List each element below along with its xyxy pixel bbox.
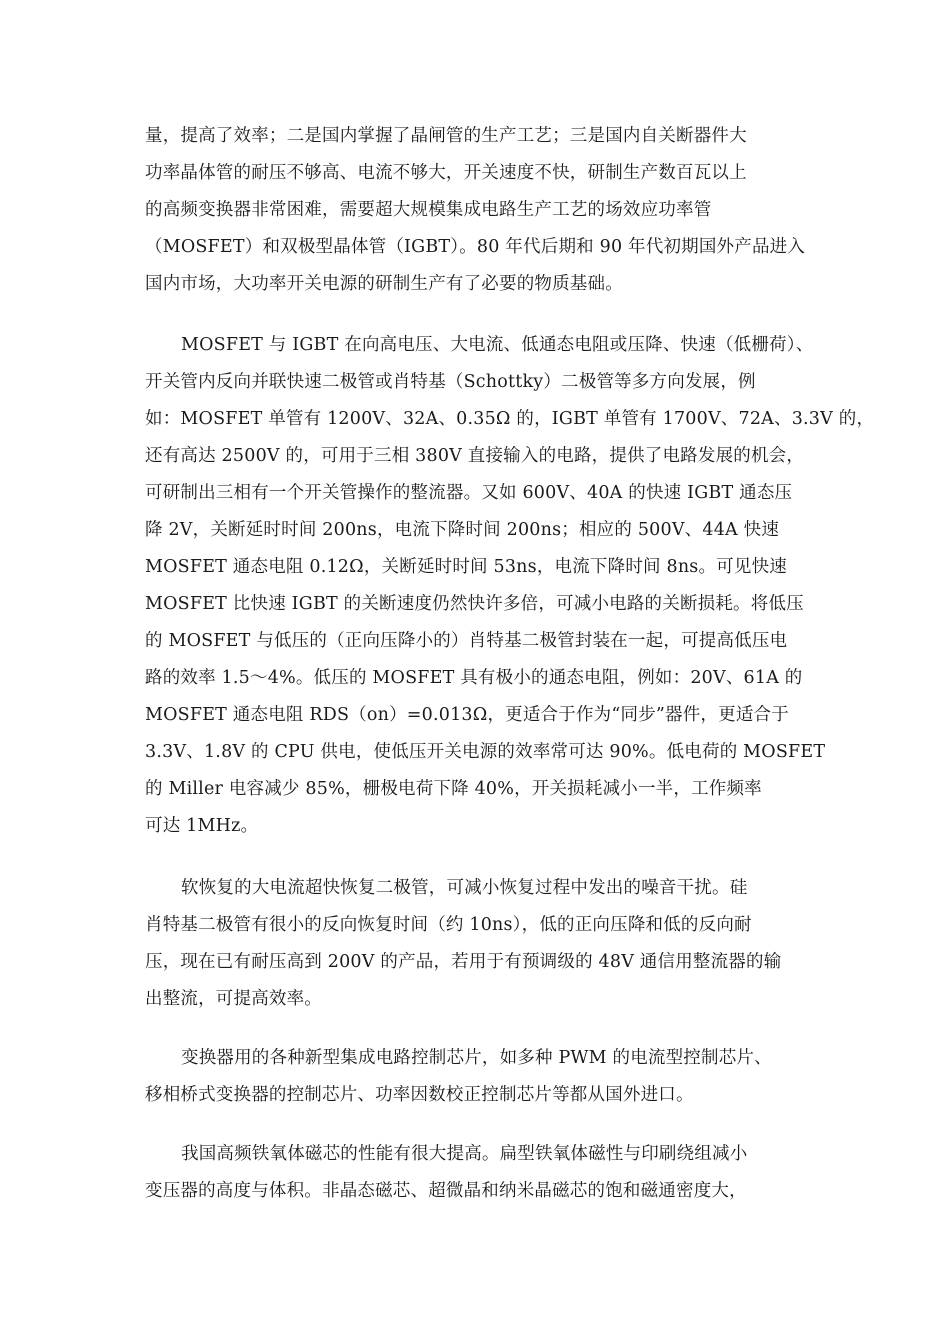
paragraph-2 <box>145 327 875 845</box>
text-line: 量，提高了效率；二是国内掌握了晶闸管的生产工艺；三是国内自关断器件大 <box>145 126 747 146</box>
text-line: 3.3V、1.8V 的 CPU 供电，使低压开关电源的效率常可达 90%。低电荷的 MOSFET <box>145 742 826 762</box>
text-line: 开关管内反向并联快速二极管或肖特基（Schottky）二极管等多方向发展，例 <box>145 372 756 392</box>
text-line: 如：MOSFET 单管有 1200V、32A、0.35Ω 的，IGBT 单管有 1700V、72A、3.3V 的， <box>145 409 875 429</box>
paragraph-3 <box>145 870 815 1018</box>
text-line: 软恢复的大电流超快恢复二极管，可减小恢复过程中发出的噪音干扰。硅 <box>181 878 748 898</box>
text-line: 我国高频铁氧体磁芯的性能有很大提高。扁型铁氧体磁性与印刷绕组减小 <box>181 1144 748 1164</box>
text-line: MOSFET 与 IGBT 在向高电压、大电流、低通态电阻或压降、快速（低栅荷）、 <box>181 335 814 355</box>
text-line: 的 MOSFET 与低压的（正向压降小的）肖特基二极管封装在一起，可提高低压电 <box>145 631 788 651</box>
text-line: 的 Miller 电容减少 85%，栅极电荷下降 40%，开关损耗减小一半，工作频率 <box>145 779 762 799</box>
text-line: MOSFET 通态电阻 0.12Ω，关断延时时间 53ns，电流下降时间 8ns。可见快速 <box>145 557 787 577</box>
text-line: 可研制出三相有一个开关管操作的整流器。又如 600V、40A 的快速 IGBT 通态压 <box>145 483 793 503</box>
text-line: 压，现在已有耐压高到 200V 的产品，若用于有预调级的 48V 通信用整流器的输 <box>145 952 782 972</box>
paragraph-4 <box>145 1040 815 1114</box>
text-line: 的高频变换器非常困难，需要超大规模集成电路生产工艺的场效应功率管 <box>145 200 712 220</box>
paragraph-5 <box>145 1136 815 1210</box>
text-line: 移相桥式变换器的控制芯片、功率因数校正控制芯片等都从国外进口。 <box>145 1085 694 1105</box>
text-line: 可达 1MHz。 <box>145 816 259 836</box>
text-line: 肖特基二极管有很小的反向恢复时间（约 10ns），低的正向压降和低的反向耐 <box>145 915 752 935</box>
text-line: 路的效率 1.5～4%。低压的 MOSFET 具有极小的通态电阻，例如：20V、61A 的 <box>145 668 803 688</box>
text-line: 功率晶体管的耐压不够高、电流不够大，开关速度不快，研制生产数百瓦以上 <box>145 163 747 183</box>
text-line: 变换器用的各种新型集成电路控制芯片，如多种 PWM 的电流型控制芯片、 <box>181 1048 772 1068</box>
text-line: 变压器的高度与体积。非晶态磁芯、超微晶和纳米晶磁芯的饱和磁通密度大， <box>145 1181 747 1201</box>
text-line: 降 2V，关断延时时间 200ns，电流下降时间 200ns；相应的 500V、44A 快速 <box>145 520 780 540</box>
paragraph-1 <box>145 118 815 303</box>
text-line: 国内市场，大功率开关电源的研制生产有了必要的物质基础。 <box>145 274 623 294</box>
text-line: MOSFET 通态电阻 RDS（on）=0.013Ω，更适合于作为“同步”器件，更适合于 <box>145 705 789 725</box>
text-line: （MOSFET）和双极型晶体管（IGBT）。80 年代后期和 90 年代初期国外产品进入 <box>145 237 806 257</box>
text-line: 还有高达 2500V 的，可用于三相 380V 直接输入的电路，提供了电路发展的机会， <box>145 446 805 466</box>
text-line: MOSFET 比快速 IGBT 的关断速度仍然快许多倍，可减小电路的关断损耗。将低压 <box>145 594 804 614</box>
text-line: 出整流，可提高效率。 <box>145 989 322 1009</box>
